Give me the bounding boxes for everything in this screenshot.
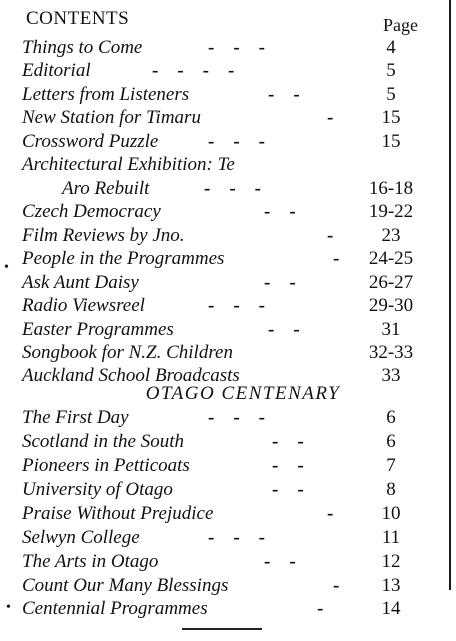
entry-page: 10 <box>381 503 401 524</box>
entry-leader: - - - <box>208 295 265 316</box>
toc-entry[interactable] <box>0 294 456 317</box>
entry-leader: - - - - <box>152 60 235 81</box>
entry-title: Selwyn College <box>22 527 140 548</box>
toc-entry[interactable] <box>0 406 456 429</box>
entry-title: Things to Come <box>22 37 143 58</box>
entry-title: Songbook for N.Z. Children <box>22 342 233 363</box>
entry-page: 16-18 <box>368 178 414 199</box>
toc-entry[interactable] <box>0 83 456 106</box>
entry-page: 11 <box>381 527 401 548</box>
toc-entry[interactable] <box>0 36 456 59</box>
entry-page: 8 <box>386 479 396 500</box>
entry-title: Editorial <box>22 60 91 81</box>
entry-page: 26-27 <box>368 272 414 293</box>
toc-entry[interactable] <box>0 502 456 525</box>
entry-title: Architectural Exhibition: Te <box>22 154 235 175</box>
entry-leader: - - <box>264 201 296 222</box>
toc-entry[interactable] <box>0 247 456 270</box>
toc-entry[interactable] <box>0 106 456 129</box>
toc-entry[interactable] <box>0 597 456 620</box>
toc-entry[interactable] <box>0 430 456 453</box>
entry-leader: - - <box>272 455 304 476</box>
entry-leader: - <box>317 598 324 619</box>
entry-leader: - - - <box>208 131 265 152</box>
entry-title: Pioneers in Petticoats <box>22 455 190 476</box>
entry-page: 15 <box>381 131 401 152</box>
entry-leader: - <box>327 225 334 246</box>
entry-page: 13 <box>381 575 401 596</box>
entry-leader: - - - <box>208 527 265 548</box>
entry-page: 32-33 <box>368 342 414 363</box>
toc-entry[interactable] <box>0 200 456 223</box>
entry-leader: - <box>327 503 334 524</box>
toc-entry[interactable] <box>0 318 456 341</box>
entry-title: Centennial Programmes <box>22 598 208 619</box>
toc-entry[interactable] <box>0 271 456 294</box>
toc-entry[interactable] <box>0 177 456 200</box>
entry-page: 23 <box>381 225 401 246</box>
entry-title: University of Otago <box>22 479 173 500</box>
toc-entry[interactable] <box>0 574 456 597</box>
entry-page: 19-22 <box>368 201 414 222</box>
entry-leader: - <box>333 248 340 269</box>
entry-page: 4 <box>386 37 396 58</box>
entry-title: Auckland School Broadcasts <box>22 365 240 386</box>
entry-page: 15 <box>381 107 401 128</box>
entry-title: Czech Democracy <box>22 201 161 222</box>
toc-entry[interactable] <box>0 130 456 153</box>
toc-entry[interactable] <box>0 526 456 549</box>
entry-leader: - - - <box>208 407 265 428</box>
entry-title: Ask Aunt Daisy <box>22 272 139 293</box>
entry-leader: - <box>327 107 334 128</box>
toc-entry[interactable] <box>0 224 456 247</box>
entry-leader: - <box>333 575 340 596</box>
entry-title: Easter Programmes <box>22 319 174 340</box>
toc-entry[interactable] <box>0 550 456 573</box>
entry-leader: - - - <box>204 178 261 199</box>
page-column-header: Page <box>383 15 418 35</box>
margin-mark-icon: • <box>6 600 11 615</box>
entry-page: 6 <box>386 407 396 428</box>
entry-title: Radio Viewsreel <box>22 295 145 316</box>
entry-page: 5 <box>386 84 396 105</box>
entry-title: The First Day <box>22 407 129 428</box>
entry-page: 14 <box>381 598 401 619</box>
toc-entry[interactable] <box>0 59 456 82</box>
entry-title: Count Our Many Blessings <box>22 575 229 596</box>
entry-page: 6 <box>386 431 396 452</box>
entry-title: People in the Programmes <box>22 248 225 269</box>
margin-mark-icon: • <box>4 260 9 275</box>
section-heading: OTAGO CENTENARY <box>145 383 341 404</box>
entry-title: Aro Rebuilt <box>62 178 150 199</box>
entry-leader: - - <box>268 84 300 105</box>
entry-leader: - - <box>264 272 296 293</box>
entry-title: The Arts in Otago <box>22 551 159 572</box>
entry-title: Letters from Listeners <box>22 84 190 105</box>
entry-page: 24-25 <box>368 248 414 269</box>
toc-entry[interactable] <box>0 153 456 176</box>
entry-page: 5 <box>386 60 396 81</box>
contents-heading: CONTENTS <box>26 8 130 29</box>
entry-leader: - - - <box>208 37 265 58</box>
entry-page: 29-30 <box>368 295 414 316</box>
entry-title: Film Reviews by Jno. <box>22 225 185 246</box>
entry-leader: - - <box>264 551 296 572</box>
toc-entry[interactable] <box>0 478 456 501</box>
entry-page: 7 <box>386 455 396 476</box>
toc-entry[interactable] <box>0 454 456 477</box>
toc-entry[interactable] <box>0 341 456 364</box>
entry-page: 33 <box>381 365 401 386</box>
entry-leader: - - <box>272 431 304 452</box>
entry-title: Praise Without Prejudice <box>22 503 214 524</box>
entry-page: 12 <box>381 551 401 572</box>
entry-title: Scotland in the South <box>22 431 185 452</box>
entry-title: New Station for Timaru <box>22 107 201 128</box>
entry-page: 31 <box>381 319 401 340</box>
entry-leader: - - <box>268 319 300 340</box>
entry-title: Crossword Puzzle <box>22 131 159 152</box>
bottom-rule <box>182 628 262 630</box>
entry-leader: - - <box>272 479 304 500</box>
